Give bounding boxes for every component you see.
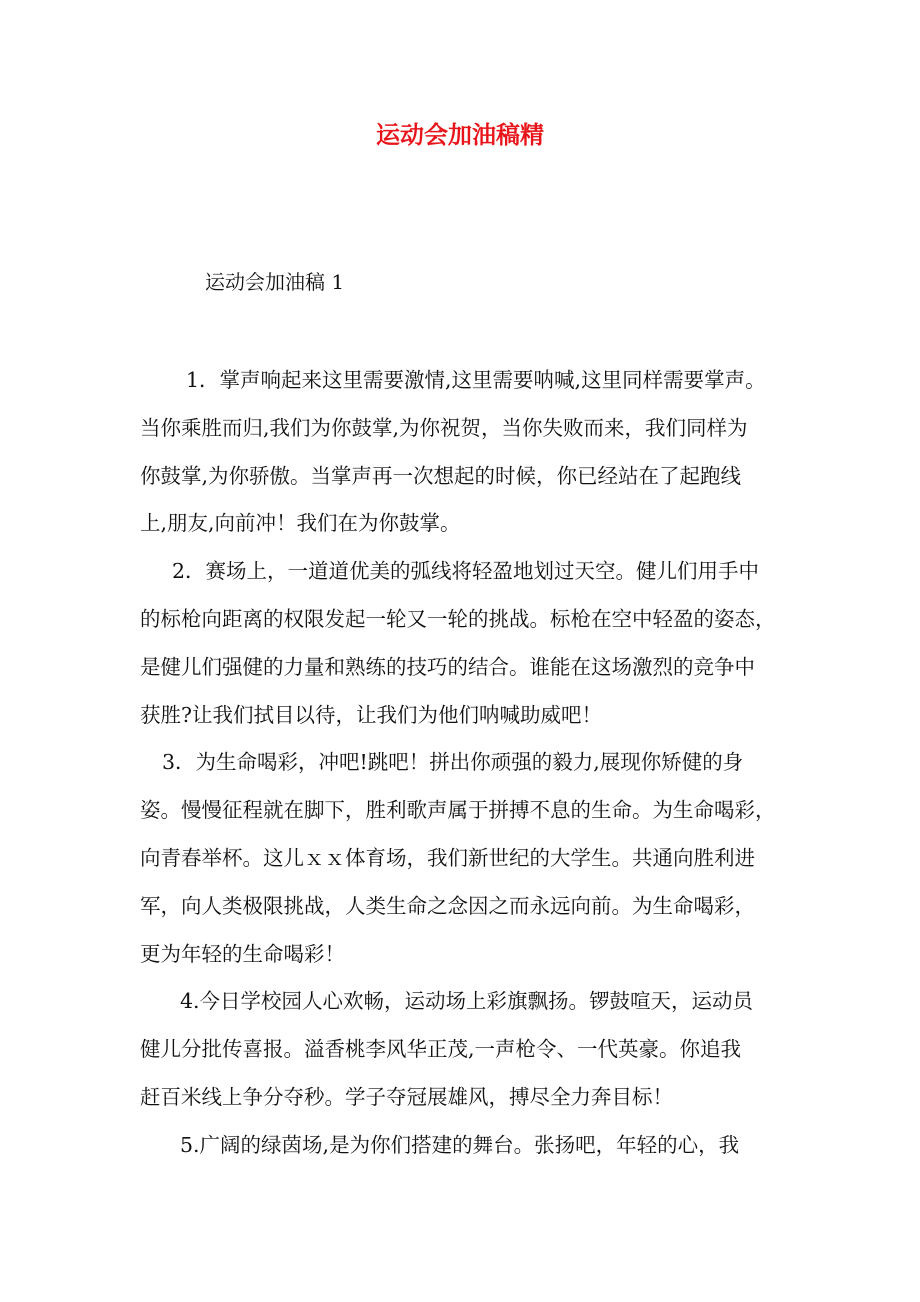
paragraph-line: 的标枪向距离的权限发起一轮又一轮的挑战。标枪在空中轻盈的姿态， bbox=[140, 606, 776, 631]
paragraph-line: 赶百米线上争分夺秒。学子夺冠展雄风，搏尽全力奔目标！ bbox=[140, 1084, 673, 1109]
paragraph-line: 获胜?让我们拭目以待，让我们为他们呐喊助威吧！ bbox=[140, 702, 602, 727]
paragraph-line: 当你乘胜而归,我们为你鼓掌,为你祝贺，当你失败而来，我们同样为 bbox=[140, 415, 748, 440]
paragraph-line: 上,朋友,向前冲！我们在为你鼓掌。 bbox=[140, 511, 461, 536]
paragraph-2 bbox=[140, 548, 820, 739]
paragraph-line: 你鼓掌,为你骄傲。当掌声再一次想起的时候，你已经站在了起跑线 bbox=[140, 463, 742, 488]
document-title: 运动会加油稿精 bbox=[376, 120, 544, 149]
paragraph-5 bbox=[140, 1122, 820, 1170]
paragraph-line: 更为年轻的生命喝彩！ bbox=[140, 941, 345, 966]
paragraph-line: 3．为生命喝彩，冲吧!跳吧！拼出你顽强的毅力,展现你矫健的身 bbox=[162, 750, 744, 775]
paragraph-line: 健儿分批传喜报。溢香桃李风华正茂,一声枪令、一代英豪。你追我 bbox=[140, 1037, 742, 1062]
section-heading: 运动会加油稿 1 bbox=[205, 270, 345, 294]
paragraph-line: 姿。慢慢征程就在脚下，胜利歌声属于拼搏不息的生命。为生命喝彩， bbox=[140, 798, 776, 823]
paragraph-3 bbox=[140, 739, 820, 978]
paragraph-line: 1．掌声响起来这里需要激情,这里需要呐喊,这里同样需要掌声。 bbox=[186, 368, 766, 392]
paragraph-line: 是健儿们强健的力量和熟练的技巧的结合。谁能在这场激烈的竞争中 bbox=[140, 654, 755, 679]
paragraph-4 bbox=[140, 978, 820, 1121]
paragraph-line: 向青春举杯。这儿ｘｘ体育场，我们新世纪的大学生。共通向胜利进 bbox=[140, 845, 755, 870]
document-body bbox=[140, 357, 820, 1170]
paragraph-line: 2．赛场上，一道道优美的弧线将轻盈地划过天空。健儿们用手中 bbox=[172, 559, 760, 584]
paragraph-line: 军，向人类极限挑战，人类生命之念因之而永远向前。为生命喝彩， bbox=[140, 893, 755, 918]
paragraph-1 bbox=[140, 357, 820, 548]
paragraph-line: 4.今日学校园人心欢畅，运动场上彩旗飘扬。锣鼓喧天，运动员 bbox=[180, 989, 754, 1014]
paragraph-line: 5.广阔的绿茵场,是为你们搭建的舞台。张扬吧，年轻的心，我 bbox=[180, 1132, 740, 1157]
